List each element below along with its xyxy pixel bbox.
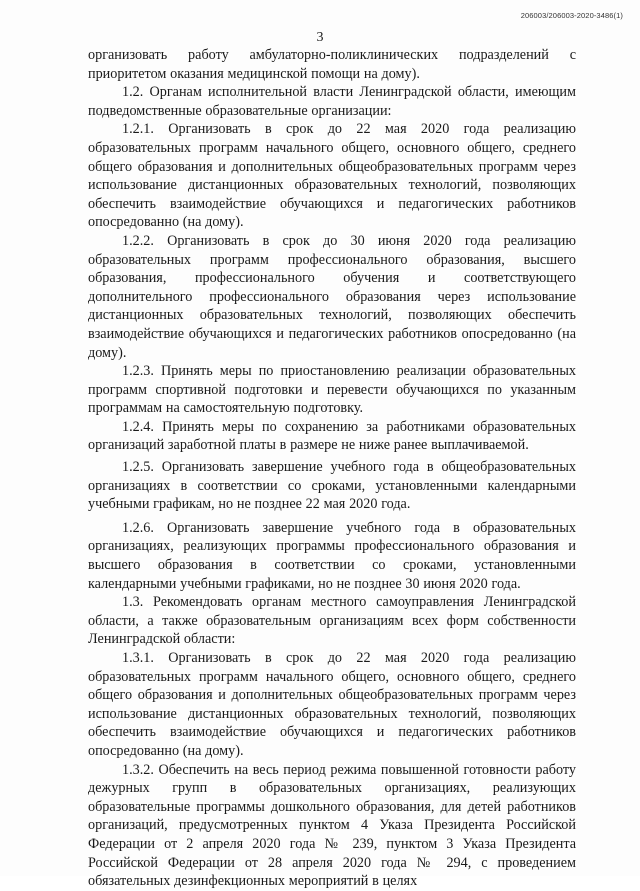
paragraph-1-2-5: 1.2.5. Организовать завершение учебного года в общеобразовательных организациях в соответствии со сроками, установленными календарными учебными графикам, но не позднее 22 мая 2020 года. <box>88 459 576 513</box>
paragraph-1-2-4: 1.2.4. Принять меры по сохранению за работниками образовательных организаций заработной платы в размере не ниже ранее выплачиваемой. <box>88 418 576 454</box>
paragraph-continuation: организовать работу амбулаторно-поликлинических подразделений с приоритетом оказания медицинской помощи на дому). <box>88 47 576 82</box>
paragraph-1-2-1: 1.2.1. Организовать в срок до 22 мая 2020 года реализацию образовательных программ начального общего, основного общего, среднего общего образования и дополнительных общеобразовательных программ через использование дистанционных образовательных технологий, позволяющих обеспечить взаимодействие обучающихся и педагогических работников опосредованно (на дому). <box>88 121 576 231</box>
paragraph-1-3: 1.3. Рекомендовать органам местного самоуправления Ленинградской области, а также образовательным организациям всех форм собственности Ленинградской области: <box>88 594 576 648</box>
paragraph-1-2-6: 1.2.6. Организовать завершение учебного года в образовательных организациях, реализующих программы профессионального образования и высшего образования в соответствии со сроками, установленными календарными учебными графиками, но не позднее 30 июня 2020 года. <box>88 519 576 592</box>
paragraph-1-2: 1.2. Органам исполнительной власти Ленинградской области, имеющим подведомственные образовательные организации: <box>88 84 576 119</box>
document-registration-number: 206003/206003-2020-3486(1) <box>520 11 623 20</box>
paragraph-1-3-1: 1.3.1. Организовать в срок до 22 мая 2020 года реализацию образовательных программ начального общего, основного общего, среднего общего образования и дополнительных общеобразовательных программ через использование дистанционных образовательных технологий, позволяющих обеспечить взаимодействие обучающихся и педагогических работников опосредованно (на дому). <box>88 650 576 759</box>
paragraph-1-3-2: 1.3.2. Обеспечить на весь период режима повышенной готовности работу дежурных групп в образовательных организациях, реализующих образовательные программы дошкольного образования, для детей работников организаций, предусмотренных пунктом 4 Указа Президента Российской Федерации от 2 апреля 2020 года № 239, пунктом 3 Указа Президента Российской Федерации от 28 апреля 2020 года № 294, с проведением обязательных дезинфекционных мероприятий в целях <box>88 761 576 890</box>
paragraph-1-2-3: 1.2.3. Принять меры по приостановлению реализации образовательных программ спортивной подготовки и перевести обучающихся по указанным программам на самостоятельную подготовку. <box>88 363 576 417</box>
document-body <box>88 46 576 891</box>
page-number: 3 <box>316 30 324 45</box>
paragraph-1-2-2: 1.2.2. Организовать в срок до 30 июня 2020 года реализацию образовательных программ профессионального образования, высшего образования, профессионального обучения и соответствующего дополнительного профессионального образования через использование дистанционных образовательных технологий, позволяющих обеспечить взаимодействие обучающихся и педагогических работников опосредованно (на дому). <box>88 232 576 361</box>
